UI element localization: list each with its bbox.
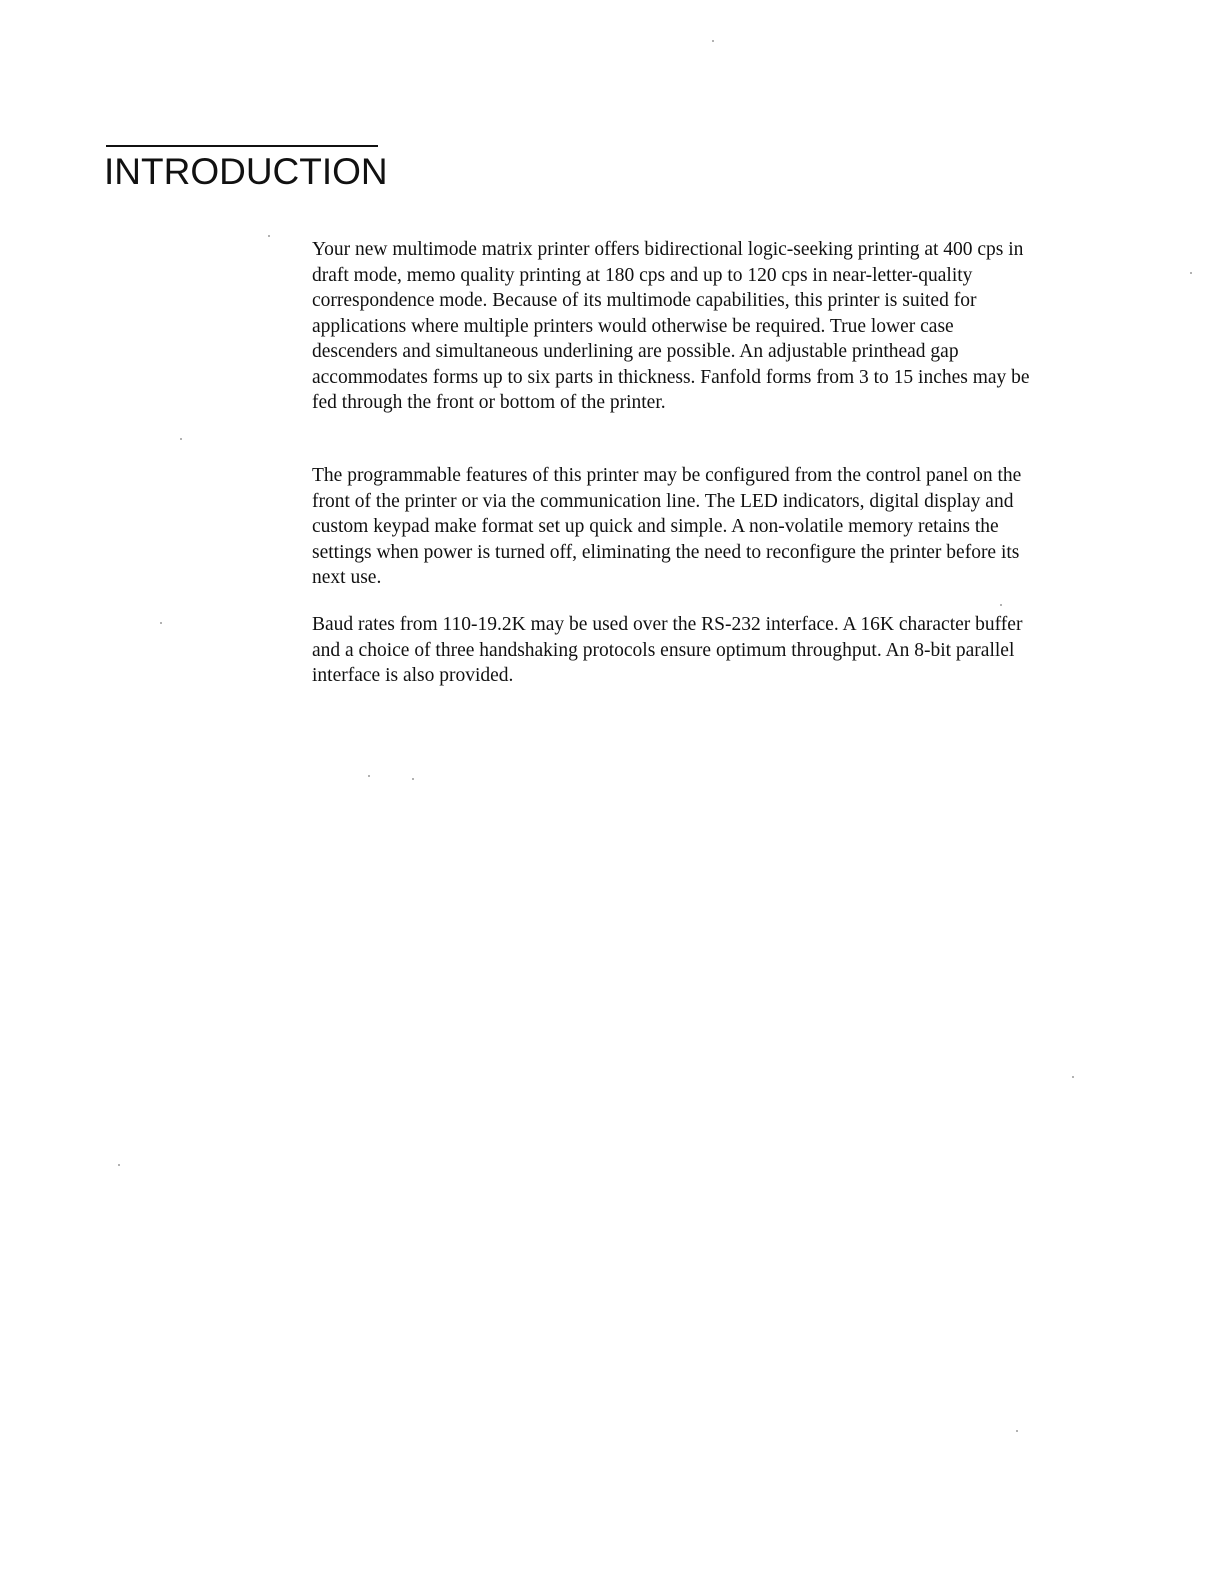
heading-rule bbox=[106, 145, 378, 147]
scan-speck bbox=[368, 775, 370, 777]
scan-speck bbox=[1016, 1430, 1018, 1432]
scan-speck bbox=[118, 1164, 120, 1166]
scan-speck bbox=[180, 438, 182, 440]
scan-speck bbox=[1000, 604, 1002, 606]
scan-speck bbox=[712, 40, 714, 42]
section-title: INTRODUCTION bbox=[104, 151, 388, 192]
scan-speck bbox=[1190, 272, 1192, 274]
scan-speck bbox=[412, 778, 414, 780]
intro-paragraph-3: Baud rates from 110-19.2K may be used over the RS-232 interface. A 16K character buffer and a choice of three handshaking protocols ensure optimum throughput. An 8-bit parallel interface is also provided. bbox=[312, 614, 1023, 686]
intro-paragraph-2: The programmable features of this printer may be configured from the control panel on the front of the printer or via the communication line. The LED indicators, digital display and custom keypad make format set up quick and simple. A non-volatile memory retains the settings when power is turned off, eliminating the need to reconfigure the printer before its next use. bbox=[312, 465, 1022, 588]
scan-speck bbox=[160, 622, 162, 624]
scan-speck bbox=[268, 235, 270, 237]
intro-paragraph-1: Your new multimode matrix printer offers bidirectional logic-seeking printing at 400 cps in draft mode, memo quality printing at 180 cps and up to 120 cps in near-letter-quality correspondence mode. Because of its multimode capabilities, this printer is suited for applications where multiple printers would otherwise be required. True lower case descenders and simultaneous underlining are possible. An adjustable printhead gap accommodates forms up to six parts in thickness. Fanfold forms from 3 to 15 inches may be fed through the front or bottom of the printer. bbox=[312, 239, 1030, 413]
scan-speck bbox=[1072, 1076, 1074, 1078]
